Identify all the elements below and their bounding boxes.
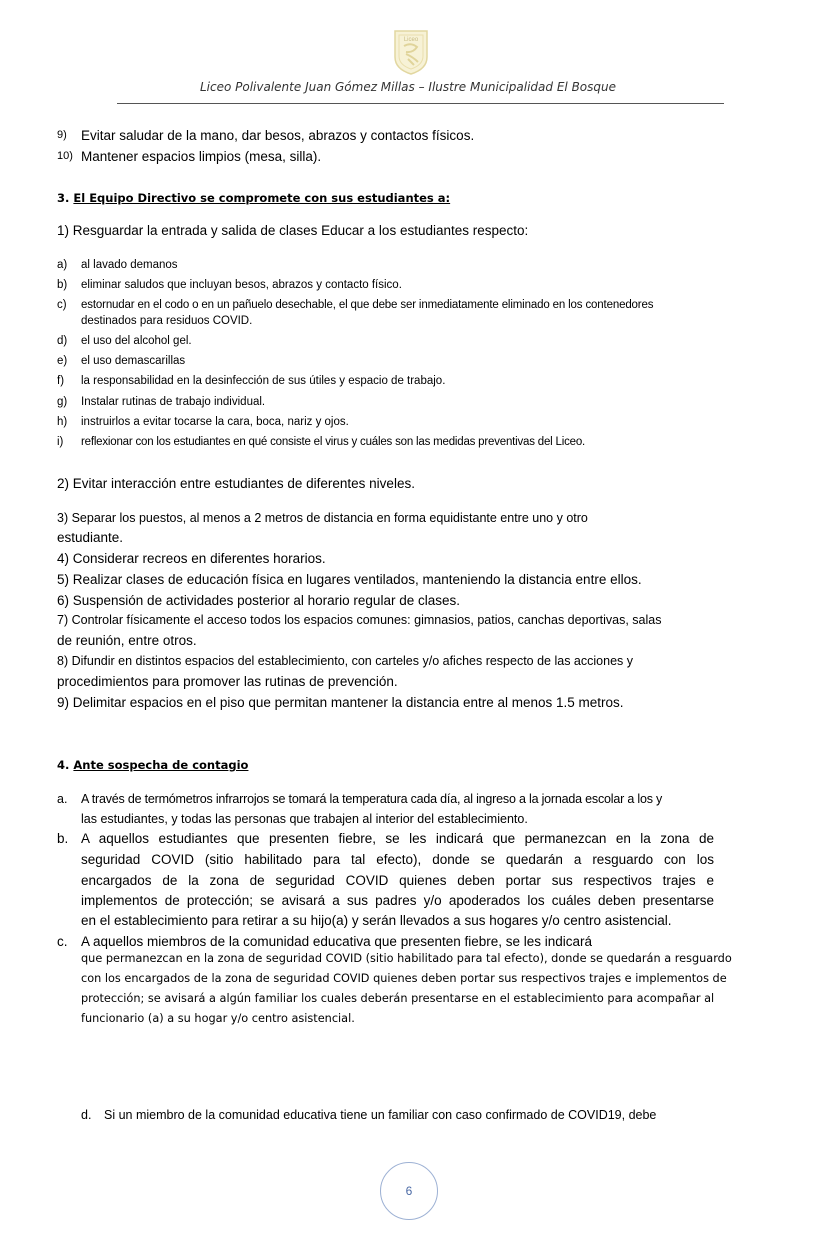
section-3-point-7-cont: de reunión, entre otros. [57,633,197,648]
section-4-heading [57,758,248,772]
section-number: 4. [57,758,70,772]
sub-item-letter: h) [57,416,68,428]
school-logo [391,27,431,75]
sub-item: estornudar en el codo o en un pañuelo desechable, el que debe ser inmediatamente eliminado en los contenedores [81,299,654,311]
section-title: El Equipo Directivo se compromete con sus estudiantes a: [73,191,451,205]
page-number [380,1162,438,1220]
section-3-point-7: 7) Controlar físicamente el acceso todos los espacios comunes: gimnasios, patios, canchas deportivas, salas [57,613,662,627]
sub-item: reflexionar con los estudiantes en qué consiste el virus y cuáles son las medidas preventivas del Liceo. [81,436,586,448]
item-b-line: en el establecimiento para retirar a su hijo(a) y serán llevados a sus hogares y/o centro asistencial. [81,913,672,928]
section-3-point-3: 3) Separar los puestos, al menos a 2 metros de distancia en forma equidistante entre uno y otro [57,511,588,525]
sub-item: instruirlos a evitar tocarse la cara, boca, nariz y ojos. [81,416,349,428]
item-a-line: A través de termómetros infrarrojos se tomará la temperatura cada día, al ingreso a la jornada escolar a los y [81,792,663,806]
section-3-point-4: 4) Considerar recreos en diferentes horarios. [57,551,326,566]
sub-item: al lavado demanos [81,259,178,271]
section-3-point-8: 8) Difundir en distintos espacios del establecimiento, con carteles y/o afiches respecto de las acciones y [57,654,633,668]
item-letter: c. [57,934,68,949]
item-letter: d. [81,1108,92,1122]
section-3-point-2: 2) Evitar interacción entre estudiantes de diferentes niveles. [57,476,415,491]
section-title: Ante sospecha de contagio [73,758,249,772]
item-c-line: que permanezcan en la zona de seguridad COVID (sitio habilitado para tal efecto), donde se quedarán a resguardo [81,952,732,965]
item-b-line: A aquellos estudiantes que presenten fiebre, se les indicará que permanezcan en la zona de [81,831,714,846]
sub-item: el uso del alcohol gel. [81,335,192,347]
item-b-line: implementos de protección; se avisará a sus padres y/o apoderados los cuáles deben presentarse [81,893,714,908]
sub-item: Instalar rutinas de trabajo individual. [81,396,266,408]
section-3-heading [57,191,450,205]
sub-item-letter: g) [57,396,68,408]
section-3-point-8-cont: procedimientos para promover las rutinas de prevención. [57,674,398,689]
section-number: 3. [57,191,70,205]
item-letter: a. [57,792,68,806]
header-divider [117,103,724,104]
item-b-line: seguridad COVID (sitio habilitado para tal efecto), donde se quedarán a resguardo con los [81,852,714,867]
item-c-line: protección; se avisará a algún familiar los cuales deberán presentarse en el establecimiento para acompañar al [81,992,715,1005]
sub-item-letter: e) [57,355,68,367]
section-3-point-3-cont: estudiante. [57,530,124,545]
item-d-line: Si un miembro de la comunidad educativa tiene un familiar con caso confirmado de COVID19, debe [104,1108,657,1122]
sub-item-letter: i) [57,436,64,448]
page-number-label: 6 [405,1184,413,1198]
section-3-point-5: 5) Realizar clases de educación física en lugares ventilados, manteniendo la distancia entre ellos. [57,572,642,587]
sub-item: eliminar saludos que incluyan besos, abrazos y contacto físico. [81,279,402,291]
item-c-first-line: A aquellos miembros de la comunidad educativa que presenten fiebre, se les indicará [81,934,593,949]
section-3-point-6: 6) Suspensión de actividades posterior al horario regular de clases. [57,593,460,608]
section-3-point-1: 1) Resguardar la entrada y salida de clases Educar a los estudiantes respecto: [57,223,529,238]
logo-text: Liceo [403,37,419,43]
list-item: Mantener espacios limpios (mesa, silla). [81,149,322,164]
sub-item-letter: f) [57,375,65,387]
sub-item-letter: a) [57,259,68,271]
header-title: Liceo Polivalente Juan Gómez Millas – Ilustre Municipalidad El Bosque [199,80,616,94]
list-item-number: 10) [57,150,73,162]
item-letter: b. [57,831,69,846]
sub-item-letter: d) [57,335,68,347]
sub-item-letter: b) [57,279,68,291]
sub-item-continuation: destinados para residuos COVID. [81,315,253,327]
list-item: Evitar saludar de la mano, dar besos, abrazos y contactos físicos. [81,128,475,143]
sub-item: la responsabilidad en la desinfección de sus útiles y espacio de trabajo. [81,375,446,387]
item-a-line: las estudiantes, y todas las personas que trabajen al interior del establecimiento. [81,812,528,826]
item-c-line: funcionario (a) a su hogar y/o centro asistencial. [81,1012,355,1025]
sub-item-letter: c) [57,299,67,311]
list-item-number: 9) [57,129,67,141]
item-c-line: con los encargados de la zona de seguridad COVID quienes deben portar sus respectivos trajes e implementos de [81,972,727,985]
item-b-line: encargados de la zona de seguridad COVID quienes deben portar sus respectivos trajes e [81,873,714,888]
section-3-point-9: 9) Delimitar espacios en el piso que permitan mantener la distancia entre al menos 1.5 metros. [57,695,624,710]
sub-item: el uso demascarillas [81,355,186,367]
